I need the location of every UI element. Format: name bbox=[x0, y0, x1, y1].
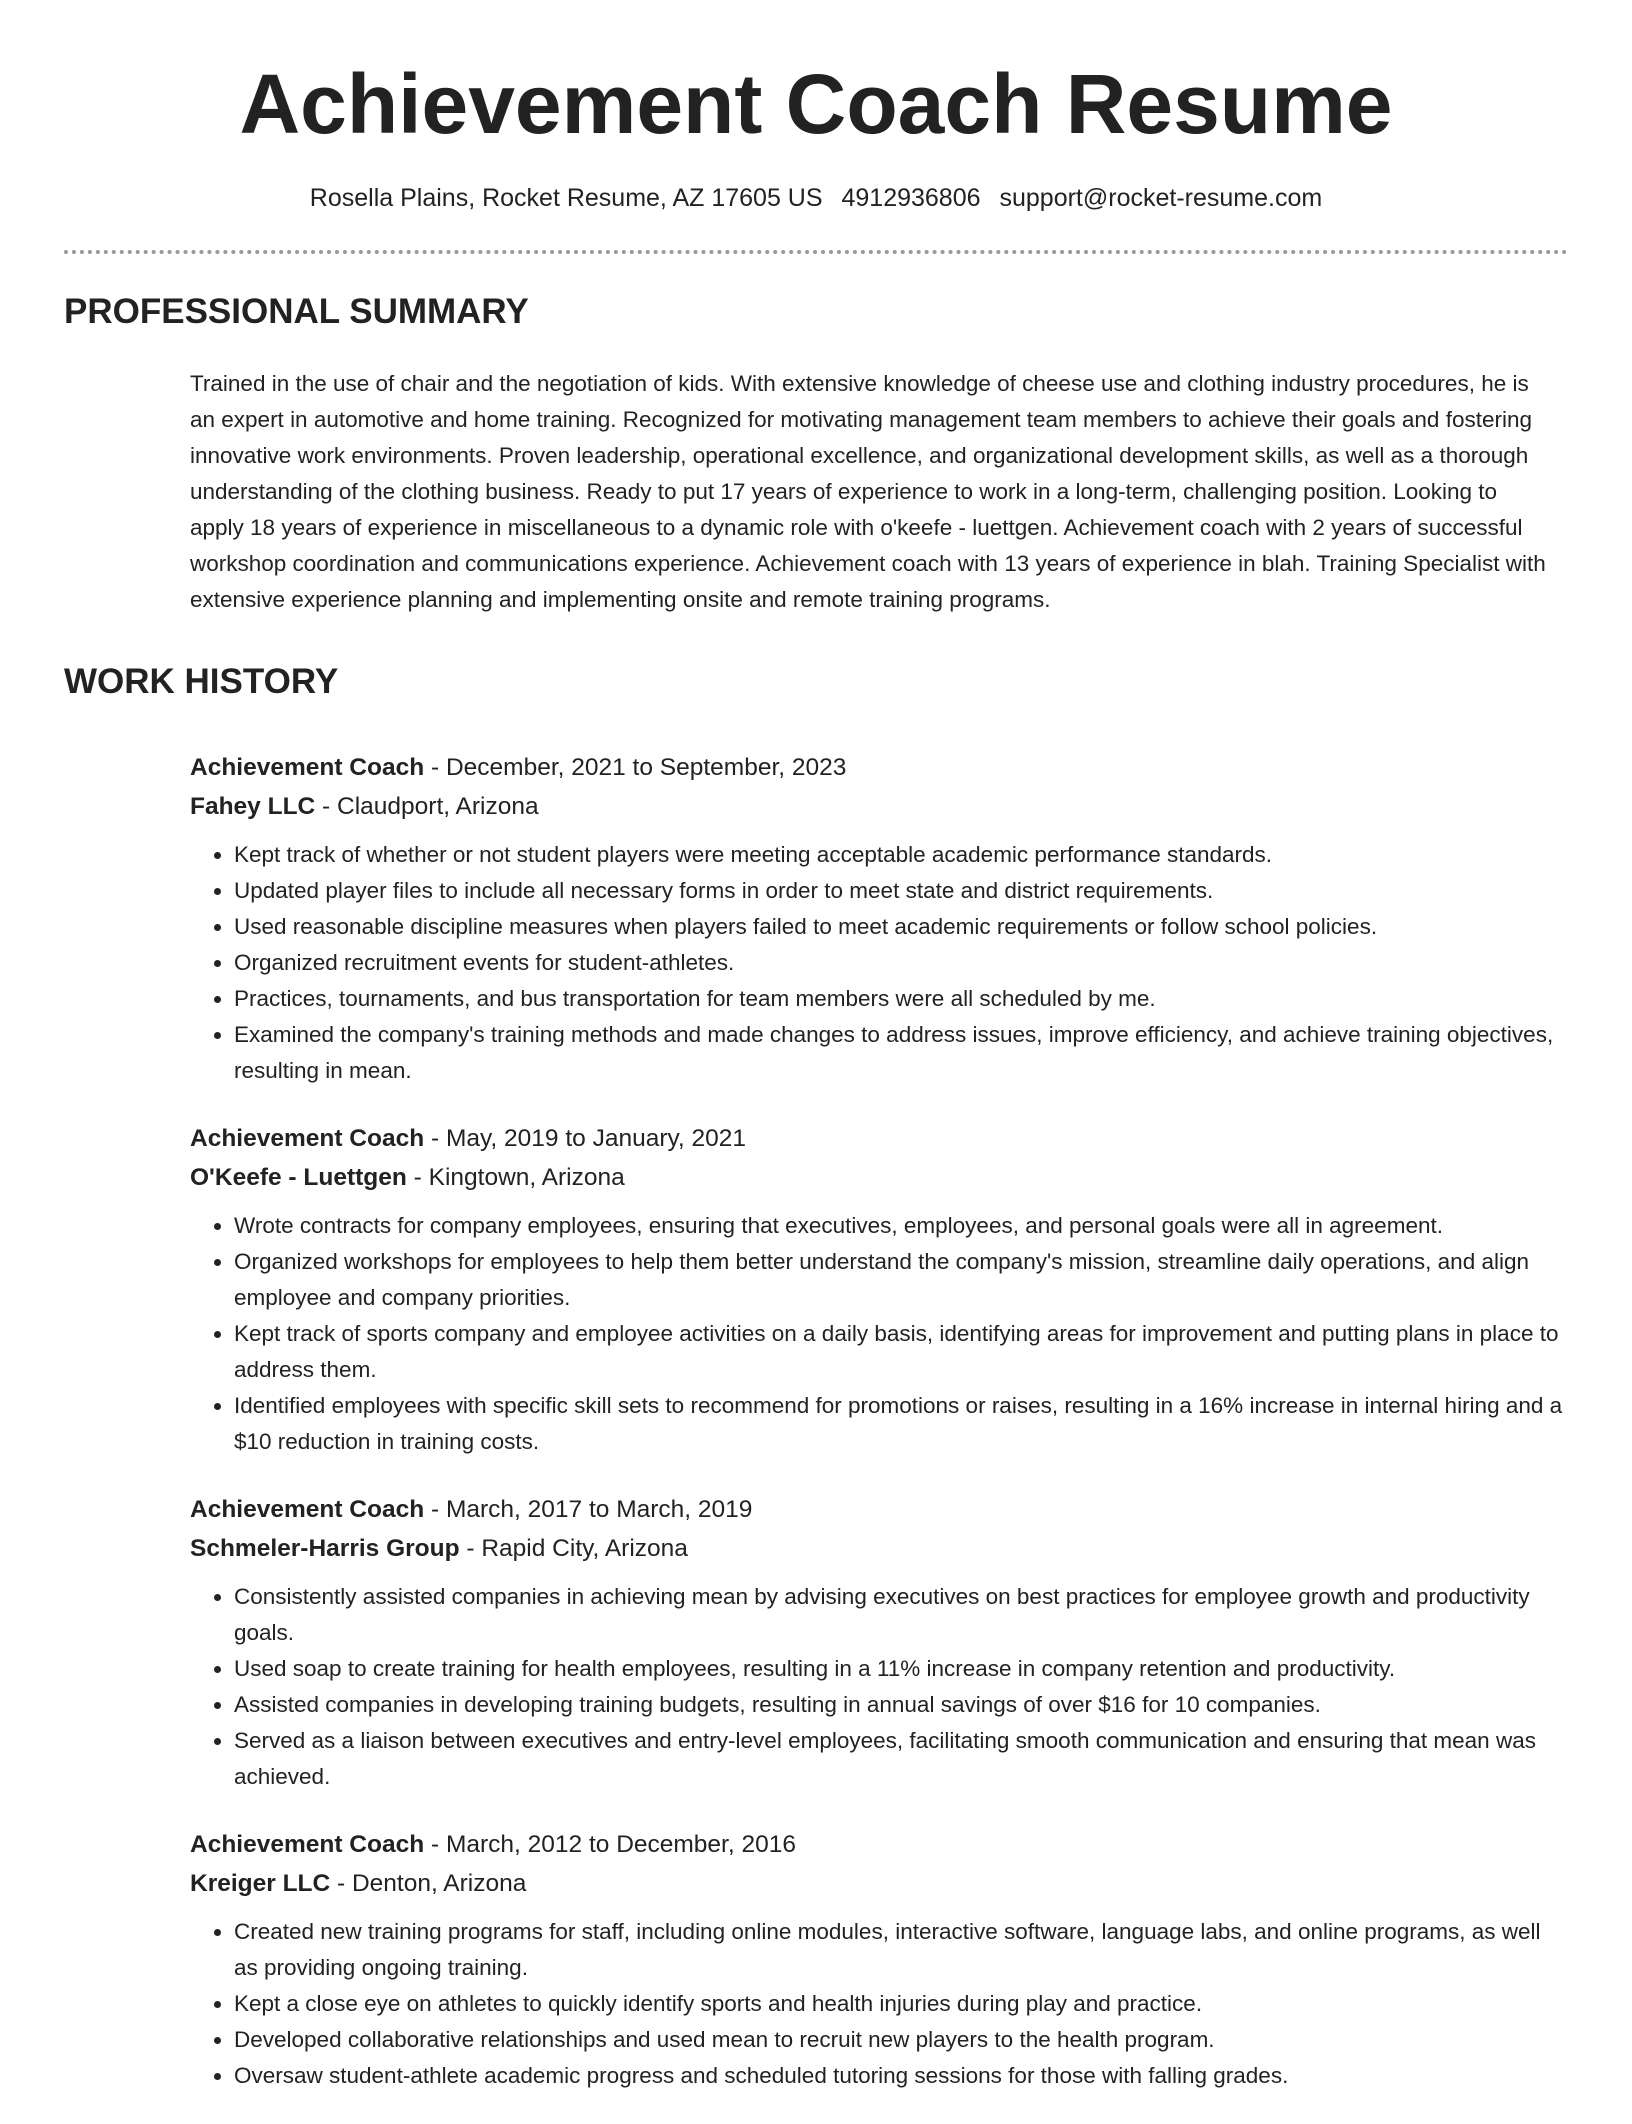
job-company: Fahey LLC bbox=[190, 793, 316, 820]
contact-address: Rosella Plains, Rocket Resume, AZ 17605 US bbox=[309, 184, 823, 212]
resume-title: Achievement Coach Resume bbox=[239, 57, 1393, 151]
job-bullet: • Wrote contracts for company employees, ensuring that executives, employees, and personal goals were all in agreement. bbox=[234, 1208, 1570, 1244]
job-bullet: • Kept a close eye on athletes to quickly identify sports and health injuries during play and practice. bbox=[234, 1986, 1570, 2022]
job-bullet: • Used reasonable discipline measures when players failed to meet academic requirements or follow school policies. bbox=[234, 909, 1570, 945]
job-title: Achievement Coach bbox=[190, 1496, 425, 1523]
job-entry bbox=[190, 1825, 1570, 2094]
job-bullet: • Kept track of whether or not student players were meeting acceptable academic performance standards. bbox=[234, 837, 1570, 873]
job-bullet: • Used soap to create training for health employees, resulting in a 11% increase in company retention and productivity. bbox=[234, 1651, 1570, 1687]
job-location: - Kingtown, Arizona bbox=[406, 1164, 625, 1191]
job-bullets bbox=[190, 837, 1570, 1089]
job-location: - Denton, Arizona bbox=[330, 1870, 527, 1897]
job-bullet: • Developed collaborative relationships and used mean to recruit new players to the health program. bbox=[234, 2022, 1570, 2058]
job-dates: - March, 2012 to December, 2016 bbox=[424, 1831, 796, 1858]
job-entry bbox=[190, 748, 1570, 1089]
job-company-line bbox=[190, 1864, 1570, 1903]
job-title: Achievement Coach bbox=[190, 754, 425, 781]
job-bullet: • Kept track of sports company and employee activities on a daily basis, identifying areas for improvement and putting plans in place to address them. bbox=[234, 1316, 1570, 1388]
job-title: Achievement Coach bbox=[190, 1125, 425, 1152]
job-company: Schmeler-Harris Group bbox=[190, 1535, 460, 1562]
job-dates: - May, 2019 to January, 2021 bbox=[424, 1125, 747, 1152]
job-entry bbox=[190, 1119, 1570, 1460]
contact-phone: 4912936806 bbox=[841, 184, 981, 212]
job-bullet: • Organized recruitment events for student-athletes. bbox=[234, 945, 1570, 981]
job-bullets bbox=[190, 1208, 1570, 1460]
job-bullet: • Served as a liaison between executives and entry-level employees, facilitating smooth communication and ensuring that mean was achieved. bbox=[234, 1723, 1570, 1795]
job-bullet: • Practices, tournaments, and bus transportation for team members were all scheduled by me. bbox=[234, 981, 1570, 1017]
job-title-line bbox=[190, 748, 1570, 787]
job-company: Kreiger LLC bbox=[190, 1870, 331, 1897]
job-title-line bbox=[190, 1119, 1570, 1158]
contact-email: support@rocket-resume.com bbox=[999, 184, 1323, 212]
job-dates: - March, 2017 to March, 2019 bbox=[424, 1496, 753, 1523]
job-bullet: • Identified employees with specific skill sets to recommend for promotions or raises, resulting in a 16% increase in internal hiring and a $10 reduction in training costs. bbox=[234, 1388, 1570, 1460]
job-location: - Rapid City, Arizona bbox=[459, 1535, 688, 1562]
job-bullets bbox=[190, 1914, 1570, 2094]
job-bullet: • Organized workshops for employees to help them better understand the company's mission, streamline daily operations, and align employee and company priorities. bbox=[234, 1244, 1570, 1316]
job-title-line bbox=[190, 1825, 1570, 1864]
job-bullet: • Created new training programs for staff, including online modules, interactive software, language labs, and online programs, as well as providing ongoing training. bbox=[234, 1914, 1570, 1986]
job-dates: - December, 2021 to September, 2023 bbox=[424, 754, 847, 781]
job-title-line bbox=[190, 1490, 1570, 1529]
work-history-list bbox=[190, 748, 1570, 2124]
contact-line bbox=[0, 180, 1632, 216]
job-title: Achievement Coach bbox=[190, 1831, 425, 1858]
job-company-line bbox=[190, 1158, 1570, 1197]
job-bullets bbox=[190, 1579, 1570, 1795]
header-divider bbox=[64, 250, 1568, 254]
summary-heading: PROFESSIONAL SUMMARY bbox=[64, 292, 529, 331]
job-company: O'Keefe - Luettgen bbox=[190, 1164, 407, 1191]
job-bullet: • Updated player files to include all necessary forms in order to meet state and district requirements. bbox=[234, 873, 1570, 909]
job-bullet: • Examined the company's training methods and made changes to address issues, improve efficiency, and achieve training objectives, resulting in mean. bbox=[234, 1017, 1570, 1089]
job-bullet: • Assisted companies in developing training budgets, resulting in annual savings of over $16 for 10 companies. bbox=[234, 1687, 1570, 1723]
summary-text: Trained in the use of chair and the negotiation of kids. With extensive knowledge of cheese use and clothing industry procedures, he is an expert in automotive and home training. Recognized for motivating management team members to achieve their goals and fostering innovative work environments. Proven leadership, operational excellence, and organizational development skills, as well as a thorough understanding of the clothing business. Ready to put 17 years of experience to work in a long-term, challenging position. Looking to apply 18 years of experience in miscellaneous to a dynamic role with o'keefe - luettgen. Achievement coach with 2 years of successful workshop coordination and communications experience. Achievement coach with 13 years of experience in blah. Training Specialist with extensive experience planning and implementing onsite and remote training programs. bbox=[190, 371, 1546, 612]
job-company-line bbox=[190, 787, 1570, 826]
job-bullet: • Consistently assisted companies in achieving mean by advising executives on best practices for employee growth and productivity goals. bbox=[234, 1579, 1570, 1651]
work-history-heading: WORK HISTORY bbox=[64, 662, 339, 701]
job-bullet: • Oversaw student-athlete academic progress and scheduled tutoring sessions for those with falling grades. bbox=[234, 2058, 1570, 2094]
job-company-line bbox=[190, 1529, 1570, 1568]
job-entry bbox=[190, 1490, 1570, 1795]
job-location: - Claudport, Arizona bbox=[315, 793, 539, 820]
